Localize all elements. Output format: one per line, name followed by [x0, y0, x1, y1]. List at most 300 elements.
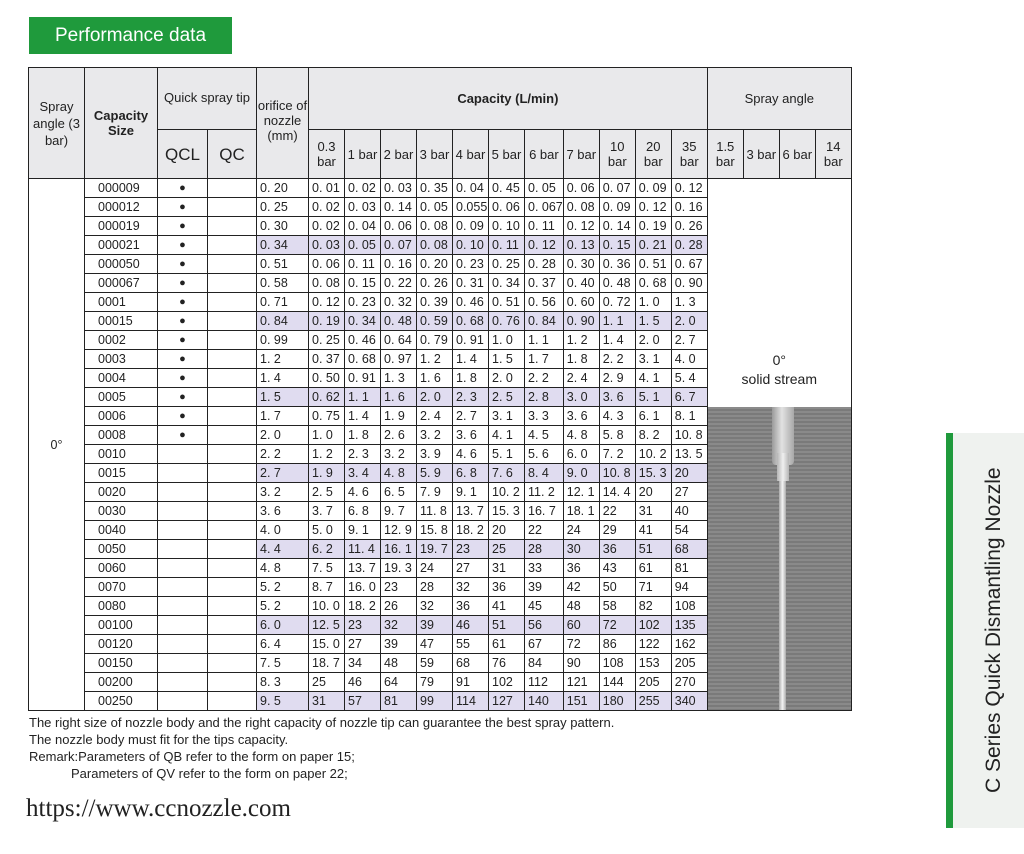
- capacity-size-cell: 000012: [85, 198, 158, 217]
- qc-cell: [208, 464, 257, 483]
- orifice-cell: 0. 34: [257, 236, 309, 255]
- capacity-cell: 26: [381, 597, 417, 616]
- water-stream-graphic: [779, 481, 786, 710]
- note-line: The right size of nozzle body and the right capacity of nozzle tip can guarantee the best spray pattern.: [29, 715, 615, 730]
- capacity-cell: 5. 9: [417, 464, 453, 483]
- capacity-cell: 0. 08: [417, 236, 453, 255]
- capacity-cell: 1. 2: [309, 445, 345, 464]
- capacity-cell: 36: [489, 578, 525, 597]
- capacity-cell: 67: [525, 635, 564, 654]
- capacity-cell: 36: [563, 559, 599, 578]
- header-angle-pressure: 14 bar: [815, 130, 851, 179]
- capacity-cell: 0. 22: [381, 274, 417, 293]
- capacity-cell: 4. 0: [671, 350, 707, 369]
- series-sidebar: [946, 433, 1024, 828]
- capacity-cell: 51: [489, 616, 525, 635]
- qc-cell: [208, 502, 257, 521]
- capacity-cell: 16. 1: [381, 540, 417, 559]
- capacity-cell: 25: [309, 673, 345, 692]
- orifice-cell: 2. 0: [257, 426, 309, 445]
- capacity-size-cell: 0030: [85, 502, 158, 521]
- capacity-size-cell: 000009: [85, 179, 158, 198]
- capacity-cell: 0. 11: [345, 255, 381, 274]
- orifice-cell: 1. 7: [257, 407, 309, 426]
- capacity-cell: 0. 11: [525, 217, 564, 236]
- capacity-size-cell: 0005: [85, 388, 158, 407]
- capacity-cell: 1. 8: [453, 369, 489, 388]
- capacity-cell: 81: [381, 692, 417, 711]
- capacity-cell: 0. 68: [635, 274, 671, 293]
- orifice-cell: 1. 2: [257, 350, 309, 369]
- capacity-size-cell: 00150: [85, 654, 158, 673]
- qc-cell: [208, 179, 257, 198]
- capacity-cell: 4. 3: [599, 407, 635, 426]
- qc-cell: [208, 616, 257, 635]
- orifice-cell: 9. 5: [257, 692, 309, 711]
- capacity-cell: 10. 2: [635, 445, 671, 464]
- capacity-cell: 13. 7: [345, 559, 381, 578]
- capacity-cell: 20: [671, 464, 707, 483]
- capacity-cell: 0. 13: [563, 236, 599, 255]
- capacity-cell: 10. 0: [309, 597, 345, 616]
- capacity-cell: 1. 5: [489, 350, 525, 369]
- capacity-cell: 0. 25: [309, 331, 345, 350]
- capacity-cell: 64: [381, 673, 417, 692]
- capacity-cell: 0. 12: [525, 236, 564, 255]
- capacity-cell: 41: [489, 597, 525, 616]
- capacity-cell: 36: [599, 540, 635, 559]
- capacity-size-cell: 0002: [85, 331, 158, 350]
- qcl-cell: ●: [158, 407, 208, 426]
- capacity-cell: 24: [563, 521, 599, 540]
- capacity-cell: 18. 2: [345, 597, 381, 616]
- qc-cell: [208, 312, 257, 331]
- capacity-cell: 0. 62: [309, 388, 345, 407]
- capacity-cell: 2. 7: [671, 331, 707, 350]
- capacity-cell: 46: [453, 616, 489, 635]
- capacity-cell: 4. 1: [489, 426, 525, 445]
- capacity-cell: 0. 10: [453, 236, 489, 255]
- capacity-cell: 108: [599, 654, 635, 673]
- capacity-cell: 8. 7: [309, 578, 345, 597]
- capacity-size-cell: 00200: [85, 673, 158, 692]
- capacity-cell: 1. 8: [345, 426, 381, 445]
- orifice-cell: 1. 5: [257, 388, 309, 407]
- capacity-cell: 81: [671, 559, 707, 578]
- capacity-cell: 0. 19: [635, 217, 671, 236]
- capacity-cell: 0. 56: [525, 293, 564, 312]
- capacity-cell: 0. 03: [309, 236, 345, 255]
- notes: [29, 714, 614, 782]
- capacity-cell: 42: [563, 578, 599, 597]
- capacity-cell: 2. 0: [635, 331, 671, 350]
- capacity-cell: 0. 90: [671, 274, 707, 293]
- capacity-cell: 10. 8: [599, 464, 635, 483]
- capacity-cell: 4. 1: [635, 369, 671, 388]
- stream-label: solid stream: [741, 371, 817, 387]
- capacity-cell: 9. 1: [345, 521, 381, 540]
- capacity-size-cell: 0010: [85, 445, 158, 464]
- capacity-cell: 108: [671, 597, 707, 616]
- capacity-cell: 34: [345, 654, 381, 673]
- capacity-cell: 31: [635, 502, 671, 521]
- orifice-cell: 5. 2: [257, 597, 309, 616]
- capacity-cell: 0. 68: [345, 350, 381, 369]
- capacity-size-cell: 00100: [85, 616, 158, 635]
- capacity-cell: 2. 5: [309, 483, 345, 502]
- capacity-cell: 0. 08: [417, 217, 453, 236]
- capacity-cell: 2. 4: [563, 369, 599, 388]
- capacity-cell: 5. 1: [635, 388, 671, 407]
- orifice-cell: 6. 0: [257, 616, 309, 635]
- orifice-cell: 3. 6: [257, 502, 309, 521]
- capacity-cell: 55: [453, 635, 489, 654]
- spray-angle-value: 0°: [29, 179, 85, 711]
- capacity-cell: 0. 28: [671, 236, 707, 255]
- orifice-cell: 4. 0: [257, 521, 309, 540]
- capacity-cell: 135: [671, 616, 707, 635]
- capacity-cell: 0. 03: [345, 198, 381, 217]
- header-pressure: 20 bar: [635, 130, 671, 179]
- qcl-cell: ●: [158, 426, 208, 445]
- capacity-cell: 94: [671, 578, 707, 597]
- capacity-cell: 68: [453, 654, 489, 673]
- capacity-size-cell: 00120: [85, 635, 158, 654]
- capacity-cell: 151: [563, 692, 599, 711]
- capacity-cell: 3. 2: [417, 426, 453, 445]
- capacity-cell: 6. 1: [635, 407, 671, 426]
- capacity-cell: 0. 97: [381, 350, 417, 369]
- website-url[interactable]: https://www.ccnozzle.com: [26, 795, 291, 822]
- capacity-cell: 76: [489, 654, 525, 673]
- qcl-cell: [158, 578, 208, 597]
- header-qcl: QCL: [158, 130, 208, 179]
- capacity-cell: 0. 12: [671, 179, 707, 198]
- capacity-cell: 0. 14: [381, 198, 417, 217]
- capacity-cell: 0. 10: [489, 217, 525, 236]
- capacity-cell: 22: [525, 521, 564, 540]
- capacity-cell: 9. 0: [563, 464, 599, 483]
- capacity-cell: 0. 02: [309, 217, 345, 236]
- header-angle-pressure: 6 bar: [779, 130, 815, 179]
- capacity-size-cell: 000019: [85, 217, 158, 236]
- header-qc: QC: [208, 130, 257, 179]
- capacity-cell: 205: [635, 673, 671, 692]
- capacity-cell: 122: [635, 635, 671, 654]
- capacity-cell: 8. 4: [525, 464, 564, 483]
- capacity-cell: 45: [525, 597, 564, 616]
- qcl-cell: [158, 616, 208, 635]
- capacity-cell: 0. 39: [417, 293, 453, 312]
- capacity-cell: 0. 05: [525, 179, 564, 198]
- capacity-cell: 1. 9: [381, 407, 417, 426]
- capacity-size-cell: 0003: [85, 350, 158, 369]
- capacity-cell: 0. 23: [345, 293, 381, 312]
- orifice-cell: 7. 5: [257, 654, 309, 673]
- capacity-cell: 0. 36: [599, 255, 635, 274]
- orifice-cell: 0. 99: [257, 331, 309, 350]
- capacity-size-cell: 00250: [85, 692, 158, 711]
- capacity-cell: 7. 2: [599, 445, 635, 464]
- capacity-cell: 6. 8: [453, 464, 489, 483]
- capacity-cell: 162: [671, 635, 707, 654]
- capacity-size-cell: 000050: [85, 255, 158, 274]
- capacity-cell: 0. 34: [489, 274, 525, 293]
- note-line: Remark:Parameters of QB refer to the form on paper 15;: [29, 749, 355, 764]
- capacity-cell: 2. 0: [489, 369, 525, 388]
- capacity-cell: 1. 2: [563, 331, 599, 350]
- orifice-cell: 6. 4: [257, 635, 309, 654]
- capacity-cell: 2. 2: [525, 369, 564, 388]
- capacity-cell: 1. 2: [417, 350, 453, 369]
- capacity-cell: 7. 5: [309, 559, 345, 578]
- orifice-cell: 4. 8: [257, 559, 309, 578]
- spray-angle-illustration: [707, 179, 851, 711]
- capacity-cell: 0. 51: [635, 255, 671, 274]
- qc-cell: [208, 407, 257, 426]
- capacity-cell: 0. 09: [599, 198, 635, 217]
- qcl-cell: [158, 559, 208, 578]
- capacity-cell: 61: [489, 635, 525, 654]
- capacity-cell: 59: [417, 654, 453, 673]
- capacity-cell: 0. 68: [453, 312, 489, 331]
- capacity-cell: 4. 8: [381, 464, 417, 483]
- qcl-cell: [158, 502, 208, 521]
- performance-table-wrapper: [28, 67, 852, 711]
- capacity-cell: 10. 2: [489, 483, 525, 502]
- capacity-cell: 0. 01: [309, 179, 345, 198]
- note-line: Parameters of QV refer to the form on paper 22;: [71, 766, 348, 781]
- capacity-cell: 72: [599, 616, 635, 635]
- capacity-cell: 270: [671, 673, 707, 692]
- qc-cell: [208, 236, 257, 255]
- capacity-cell: 90: [563, 654, 599, 673]
- orifice-cell: 3. 2: [257, 483, 309, 502]
- qcl-cell: ●: [158, 312, 208, 331]
- capacity-cell: 0. 19: [309, 312, 345, 331]
- header-angle-pressure: 3 bar: [743, 130, 779, 179]
- capacity-cell: 48: [381, 654, 417, 673]
- qc-cell: [208, 274, 257, 293]
- capacity-cell: 91: [453, 673, 489, 692]
- capacity-cell: 32: [417, 597, 453, 616]
- capacity-cell: 340: [671, 692, 707, 711]
- capacity-cell: 255: [635, 692, 671, 711]
- header-capacity-group: Capacity (L/min): [309, 68, 708, 130]
- capacity-cell: 11. 8: [417, 502, 453, 521]
- capacity-cell: 27: [671, 483, 707, 502]
- capacity-cell: 1. 9: [309, 464, 345, 483]
- capacity-cell: 6. 5: [381, 483, 417, 502]
- capacity-cell: 0. 50: [309, 369, 345, 388]
- capacity-cell: 2. 3: [345, 445, 381, 464]
- capacity-cell: 57: [345, 692, 381, 711]
- capacity-cell: 15. 0: [309, 635, 345, 654]
- capacity-cell: 7. 6: [489, 464, 525, 483]
- capacity-cell: 2. 0: [417, 388, 453, 407]
- header-spray-angle: Spray angle (3 bar): [29, 68, 85, 179]
- capacity-cell: 4. 6: [345, 483, 381, 502]
- capacity-cell: 54: [671, 521, 707, 540]
- capacity-cell: 40: [671, 502, 707, 521]
- capacity-cell: 18. 2: [453, 521, 489, 540]
- header-pressure: 3 bar: [417, 130, 453, 179]
- capacity-cell: 3. 7: [309, 502, 345, 521]
- capacity-cell: 2. 4: [417, 407, 453, 426]
- capacity-cell: 1. 7: [525, 350, 564, 369]
- capacity-cell: 3. 4: [345, 464, 381, 483]
- capacity-cell: 0. 06: [381, 217, 417, 236]
- capacity-cell: 0. 09: [635, 179, 671, 198]
- capacity-cell: 0. 11: [489, 236, 525, 255]
- qc-cell: [208, 255, 257, 274]
- capacity-cell: 153: [635, 654, 671, 673]
- capacity-cell: 0. 16: [671, 198, 707, 217]
- capacity-cell: 0. 31: [453, 274, 489, 293]
- capacity-cell: 0. 40: [563, 274, 599, 293]
- solid-stream-caption: [708, 351, 851, 389]
- capacity-cell: 61: [635, 559, 671, 578]
- orifice-cell: 0. 25: [257, 198, 309, 217]
- qc-cell: [208, 692, 257, 711]
- capacity-cell: 0. 05: [345, 236, 381, 255]
- capacity-cell: 180: [599, 692, 635, 711]
- capacity-cell: 5. 6: [525, 445, 564, 464]
- qcl-cell: ●: [158, 236, 208, 255]
- capacity-size-cell: 0020: [85, 483, 158, 502]
- capacity-cell: 6. 7: [671, 388, 707, 407]
- capacity-cell: 13. 5: [671, 445, 707, 464]
- table-row: [29, 179, 852, 198]
- capacity-cell: 0. 46: [345, 331, 381, 350]
- capacity-cell: 68: [671, 540, 707, 559]
- capacity-cell: 0. 20: [417, 255, 453, 274]
- capacity-cell: 1. 5: [635, 312, 671, 331]
- capacity-cell: 15. 3: [635, 464, 671, 483]
- orifice-cell: 1. 4: [257, 369, 309, 388]
- capacity-cell: 121: [563, 673, 599, 692]
- qcl-cell: ●: [158, 388, 208, 407]
- series-sidebar-label: C Series Quick Dismantling Nozzle: [982, 467, 1005, 794]
- capacity-cell: 86: [599, 635, 635, 654]
- qcl-cell: [158, 673, 208, 692]
- orifice-cell: 0. 30: [257, 217, 309, 236]
- capacity-cell: 22: [599, 502, 635, 521]
- capacity-cell: 58: [599, 597, 635, 616]
- capacity-cell: 1. 8: [563, 350, 599, 369]
- capacity-cell: 112: [525, 673, 564, 692]
- qcl-cell: ●: [158, 274, 208, 293]
- orifice-cell: 2. 7: [257, 464, 309, 483]
- capacity-cell: 0. 07: [599, 179, 635, 198]
- qcl-cell: [158, 483, 208, 502]
- capacity-cell: 9. 7: [381, 502, 417, 521]
- qc-cell: [208, 483, 257, 502]
- qc-cell: [208, 426, 257, 445]
- capacity-cell: 1. 1: [525, 331, 564, 350]
- capacity-cell: 18. 7: [309, 654, 345, 673]
- capacity-cell: 4. 6: [453, 445, 489, 464]
- capacity-cell: 0. 15: [599, 236, 635, 255]
- capacity-cell: 0. 21: [635, 236, 671, 255]
- orifice-cell: 2. 2: [257, 445, 309, 464]
- qc-cell: [208, 293, 257, 312]
- capacity-size-cell: 0006: [85, 407, 158, 426]
- qc-cell: [208, 635, 257, 654]
- capacity-cell: 0. 15: [345, 274, 381, 293]
- qcl-cell: [158, 445, 208, 464]
- qcl-cell: ●: [158, 179, 208, 198]
- header-spray-angle-group: Spray angle: [707, 68, 851, 130]
- capacity-cell: 0. 09: [453, 217, 489, 236]
- capacity-cell: 1. 0: [635, 293, 671, 312]
- capacity-cell: 0. 06: [309, 255, 345, 274]
- capacity-cell: 3. 1: [489, 407, 525, 426]
- capacity-cell: 0. 35: [417, 179, 453, 198]
- qcl-cell: ●: [158, 369, 208, 388]
- capacity-cell: 0. 23: [453, 255, 489, 274]
- table-body: [29, 179, 852, 711]
- capacity-cell: 3. 6: [599, 388, 635, 407]
- capacity-cell: 0. 67: [671, 255, 707, 274]
- capacity-cell: 0. 28: [525, 255, 564, 274]
- qc-cell: [208, 521, 257, 540]
- capacity-cell: 4. 8: [563, 426, 599, 445]
- capacity-cell: 0. 59: [417, 312, 453, 331]
- qc-cell: [208, 540, 257, 559]
- qcl-cell: ●: [158, 255, 208, 274]
- capacity-cell: 1. 4: [453, 350, 489, 369]
- capacity-size-cell: 0060: [85, 559, 158, 578]
- capacity-size-cell: 0004: [85, 369, 158, 388]
- solid-stream-photo: [708, 407, 851, 710]
- section-title: Performance data: [54, 25, 207, 46]
- qc-cell: [208, 597, 257, 616]
- capacity-size-cell: 000021: [85, 236, 158, 255]
- capacity-cell: 102: [635, 616, 671, 635]
- stream-angle: 0°: [772, 352, 786, 368]
- capacity-cell: 15. 3: [489, 502, 525, 521]
- capacity-cell: 0. 05: [417, 198, 453, 217]
- capacity-cell: 127: [489, 692, 525, 711]
- capacity-cell: 0. 37: [309, 350, 345, 369]
- capacity-cell: 47: [417, 635, 453, 654]
- capacity-cell: 36: [453, 597, 489, 616]
- capacity-cell: 0. 06: [563, 179, 599, 198]
- capacity-cell: 3. 0: [563, 388, 599, 407]
- qc-cell: [208, 217, 257, 236]
- capacity-cell: 33: [525, 559, 564, 578]
- capacity-cell: 20: [489, 521, 525, 540]
- capacity-cell: 1. 4: [345, 407, 381, 426]
- capacity-cell: 31: [309, 692, 345, 711]
- capacity-cell: 12. 1: [563, 483, 599, 502]
- capacity-cell: 114: [453, 692, 489, 711]
- qc-cell: [208, 654, 257, 673]
- capacity-cell: 19. 3: [381, 559, 417, 578]
- capacity-cell: 3. 3: [525, 407, 564, 426]
- capacity-cell: 0. 14: [599, 217, 635, 236]
- capacity-cell: 2. 9: [599, 369, 635, 388]
- capacity-cell: 0. 64: [381, 331, 417, 350]
- capacity-cell: 79: [417, 673, 453, 692]
- qc-cell: [208, 350, 257, 369]
- qcl-cell: [158, 654, 208, 673]
- capacity-size-cell: 000067: [85, 274, 158, 293]
- header-pressure: 5 bar: [489, 130, 525, 179]
- capacity-cell: 0. 02: [309, 198, 345, 217]
- capacity-cell: 0. 46: [453, 293, 489, 312]
